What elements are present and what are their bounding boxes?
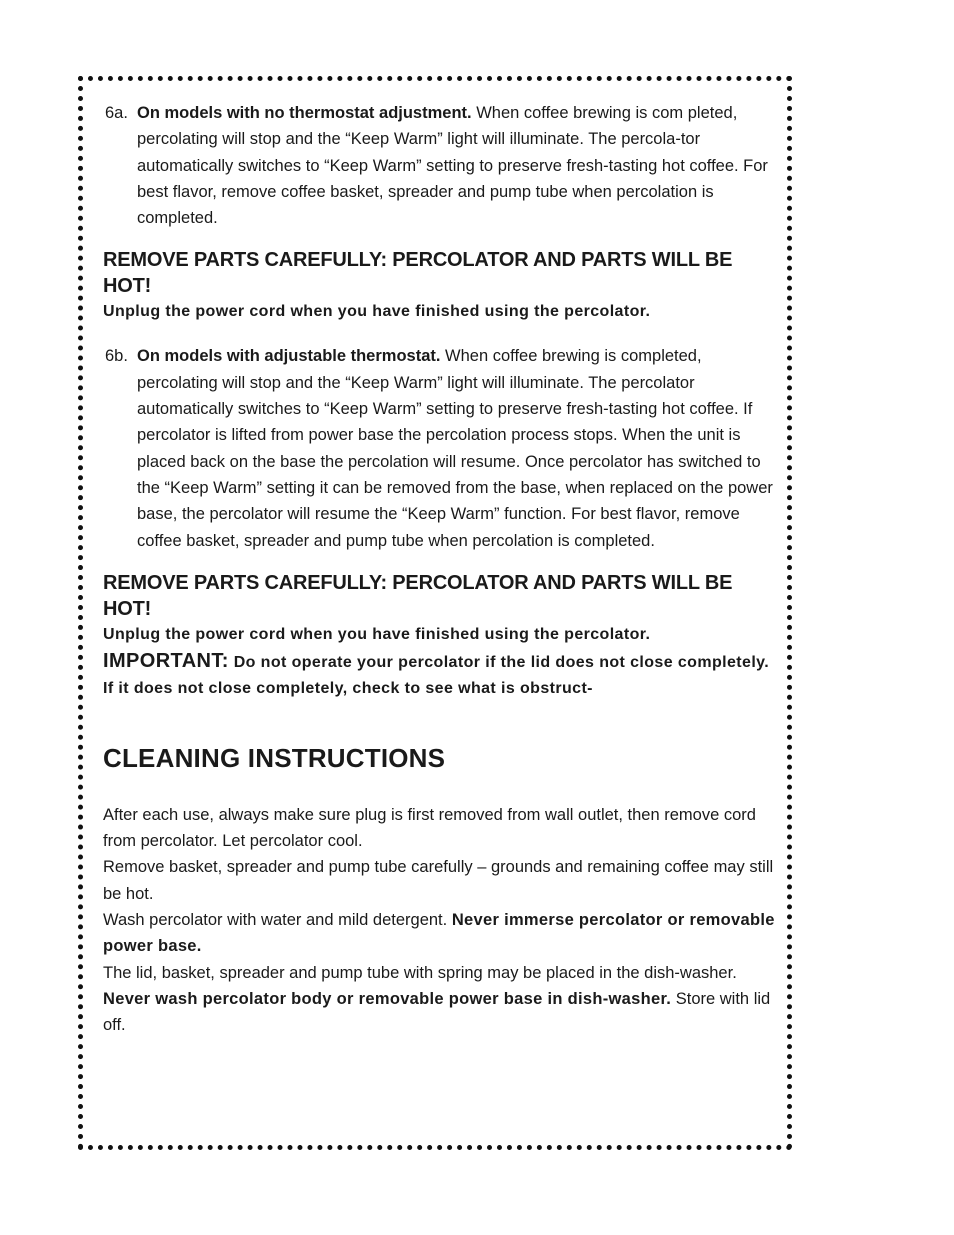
cleaning-paragraph-3-warning: Never immerse percolator or removable power base. [103,911,775,956]
important-text: Do not operate your percolator if the lid does not close completely. If it does not close completely, check to see what is obstruct- [103,653,770,697]
cleaning-paragraph-2: Remove basket, spreader and pump tube carefully – grounds and remaining coffee may still be hot. [103,858,774,903]
warning-2-unplug: Unplug the power cord when you have finished using the percolator. [103,625,651,643]
important-notice [103,648,783,702]
cleaning-instructions [103,802,783,1039]
step-6a-number: 6a. [105,104,128,122]
step-6a [103,100,783,231]
cleaning-paragraph-4-warning: Never wash percolator body or removable power base in dish-washer. [103,989,672,1008]
step-6b-number: 6b. [105,347,128,366]
step-6b-text: When coffee brewing is completed, percolating will stop and the “Keep Warm” light will illuminate. The percolator automatically switches to “Keep Warm” setting to preserve fresh-tasting hot coffee. If percolator is lifted from power base the percolation process stops. When the unit is placed back on the base the percolation will resume. Once percolator has switched to the “Keep Warm” setting it can be removed from the base, when replaced on the power base, the percolator will resume the “Keep Warm” function. For best flavor, remove coffee basket, spreader and pump tube when percolation is completed. [137,347,773,550]
warning-2-heading: REMOVE PARTS CAREFULLY: PERCOLATOR AND PARTS WILL BE HOT! [103,571,733,620]
cleaning-paragraph-4-tail: Store with lid off. [103,989,771,1035]
important-label: IMPORTANT: [103,649,229,672]
step-6a-heading: On models with no thermostat adjustment. [137,104,472,122]
cleaning-paragraph-1: After each use, always make sure plug is first removed from wall outlet, then remove cord from percolator. Let percolator cool. [103,805,756,851]
page-content [103,100,783,1039]
warning-1-unplug: Unplug the power cord when you have finished using the percolator. [103,303,651,321]
cleaning-paragraph-4-text: The lid, basket, spreader and pump tube with spring may be placed in the dish-washer. [103,963,737,982]
step-6b-heading: On models with adjustable thermostat. [137,347,441,366]
cleaning-title: CLEANING INSTRUCTIONS [103,742,446,773]
cleaning-paragraph-3-text: Wash percolator with water and mild detergent. [103,911,452,930]
warning-1-heading: REMOVE PARTS CAREFULLY: PERCOLATOR AND PARTS WILL BE HOT! [103,249,733,298]
cleaning-paragraph-4 [103,960,783,1039]
step-6b [103,343,783,553]
cleaning-paragraph-3 [103,907,783,960]
step-6a-text: When coffee brewing is com pleted, percolating will stop and the “Keep Warm” light will illuminate. The percola-tor automatically switches to “Keep Warm” setting to preserve fresh-tasting hot coffee. For best flavor, remove coffee basket, spreader and pump tube when percolation is completed. [137,104,768,228]
